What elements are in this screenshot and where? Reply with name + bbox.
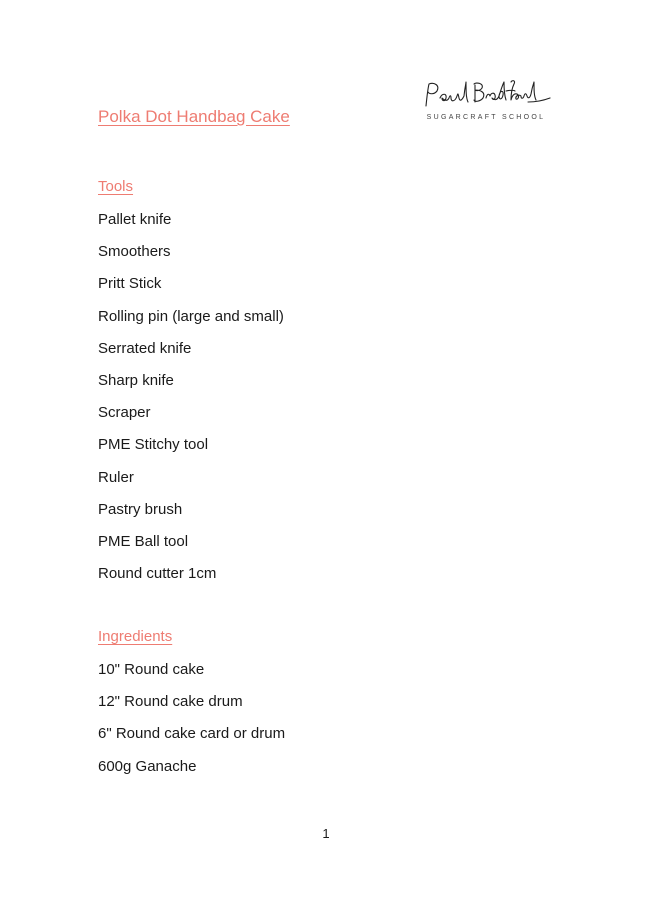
list-item: Round cutter 1cm: [98, 565, 217, 583]
list-item: Pritt Stick: [98, 275, 162, 293]
list-item: Pallet knife: [98, 211, 172, 228]
list-item: Sharp knife: [98, 371, 174, 389]
logo: [420, 78, 552, 126]
page-number: 1: [322, 826, 330, 841]
list-item: Ruler: [98, 468, 134, 486]
document-title: Polka Dot Handbag Cake: [98, 107, 290, 126]
ingredients-list: [98, 659, 285, 788]
logo-subtitle: SUGARCRAFT SCHOOL: [426, 114, 546, 121]
list-item: 600g Ganache: [98, 757, 197, 775]
list-item: PME Stitchy tool: [98, 436, 209, 454]
list-item: 6" Round cake card or drum: [98, 725, 286, 743]
tools-heading: Tools: [98, 178, 134, 195]
list-item: Rolling pin (large and small): [98, 307, 284, 325]
signature-logo: [420, 78, 552, 112]
list-item: 12" Round cake drum: [98, 693, 243, 711]
list-item: 10" Round cake: [98, 661, 205, 678]
ingredients-heading: Ingredients: [98, 628, 173, 645]
tools-list: [98, 209, 284, 595]
list-item: Smoothers: [98, 243, 171, 261]
list-item: Serrated knife: [98, 339, 192, 357]
list-item: Scraper: [98, 404, 151, 422]
list-item: PME Ball tool: [98, 532, 189, 550]
list-item: Pastry brush: [98, 500, 183, 518]
